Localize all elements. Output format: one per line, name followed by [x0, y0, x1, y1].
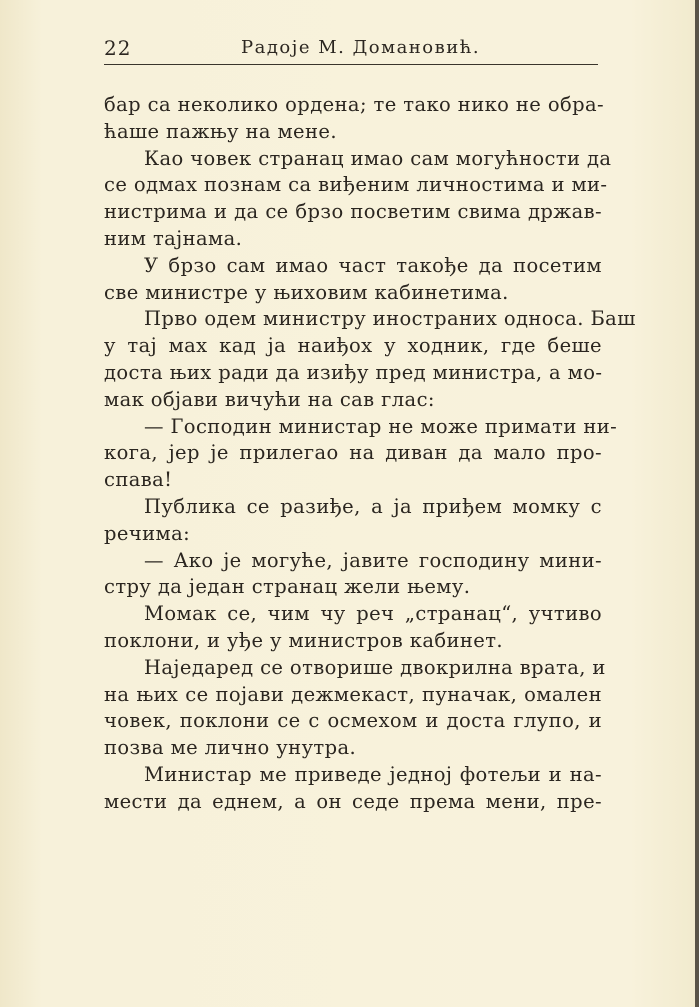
text-line: Као човек странац имао сам могућности да: [144, 146, 612, 170]
text-line: мести да еднем, а он седе према мени, пре-: [104, 789, 602, 813]
text-line: бар са неколико ордена; те тако нико не обра-: [104, 93, 605, 116]
text-line: У брзо сам имао част такође да посетим: [144, 253, 602, 277]
text-line: све министре у њиховим кабинетима.: [104, 280, 509, 304]
page-edge: [695, 0, 699, 1007]
text-line: мак објави вичући на сав глас:: [104, 387, 435, 411]
text-line: у тај мах кад ја наиђох у ходник, где беше: [104, 334, 602, 358]
text-line: Момак се, чим чу реч „странац“, учтиво: [144, 602, 602, 626]
text-line: Публика се разиђе, а ја приђем момку с: [144, 494, 602, 518]
text-line: — Ако је могуће, јавите господину мини-: [144, 548, 602, 572]
page-header: [104, 36, 599, 64]
text-line: доста њих ради да изиђу пред министра, а мо-: [104, 360, 603, 384]
text-line: на њих се појави дежмекаст, пуначак, омален: [104, 682, 602, 706]
text-line: спава!: [104, 468, 173, 492]
text-line: поклони, и уђе у министров кабинет.: [104, 628, 504, 652]
text-line: — Господин министар не може примати ни-: [144, 414, 618, 438]
text-line: Наједаред се отворише двокрилна врата, и: [144, 655, 606, 679]
page-number: 22: [104, 36, 132, 60]
text-line: нистрима и да се брзо посветим свима држав-: [104, 200, 602, 224]
running-head: Радоје М. Домановић.: [241, 37, 481, 58]
text-line: Прво одем министру иностраних односа. Баш: [144, 307, 636, 331]
body-text: [104, 92, 636, 816]
text-line: стру да један странац жели њему.: [104, 575, 471, 599]
text-line: се одмах познам са виђеним личностима и ми-: [104, 173, 608, 197]
text-line: речима:: [104, 521, 191, 545]
text-line: ним тајнама.: [104, 226, 243, 250]
text-line: позва ме лично унутра.: [104, 736, 357, 760]
text-line: ћаше пажњу на мене.: [104, 119, 337, 143]
header-rule: [104, 64, 598, 65]
text-line: Министар ме приведе једној фотељи и на-: [144, 762, 602, 786]
text-line: кога, јер је прилегао на диван да мало про-: [104, 441, 602, 465]
text-line: човек, поклони се с осмехом и доста глупо, и: [104, 709, 602, 733]
